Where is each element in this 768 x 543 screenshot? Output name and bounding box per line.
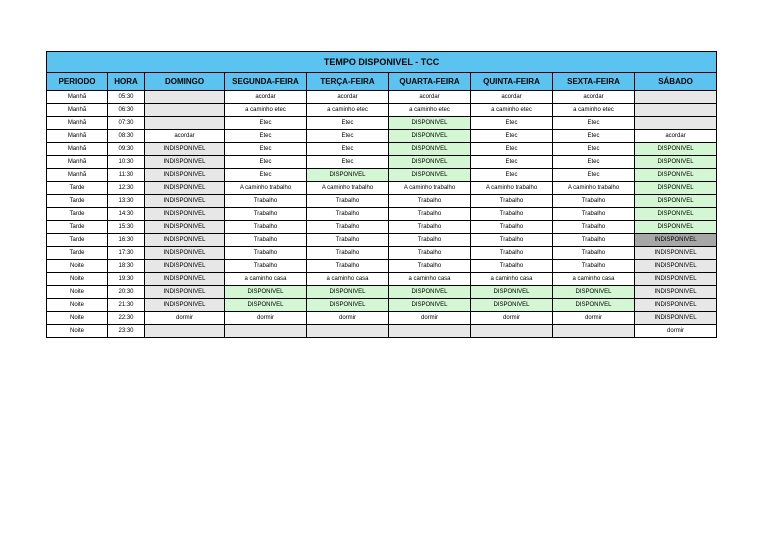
hour-cell: 19:30: [108, 273, 145, 286]
period-cell: Noite: [47, 325, 108, 338]
thursday-cell: [471, 325, 553, 338]
sunday-cell: INDISPONIVEL: [145, 182, 225, 195]
monday-cell: Trabalho: [225, 260, 307, 273]
friday-cell: Trabalho: [553, 234, 635, 247]
friday-cell: a caminho casa: [553, 273, 635, 286]
tuesday-cell: dormir: [307, 312, 389, 325]
hour-cell: 05:30: [108, 91, 145, 104]
sunday-cell: INDISPONIVEL: [145, 143, 225, 156]
friday-cell: Trabalho: [553, 260, 635, 273]
schedule-table: [46, 51, 717, 338]
saturday-cell: [635, 91, 717, 104]
tuesday-cell: DISPONIVEL: [307, 169, 389, 182]
table-row: [47, 195, 717, 208]
thursday-cell: Etec: [471, 169, 553, 182]
sunday-cell: INDISPONIVEL: [145, 247, 225, 260]
period-cell: Noite: [47, 286, 108, 299]
sunday-cell: [145, 117, 225, 130]
monday-cell: Etec: [225, 130, 307, 143]
tuesday-cell: Trabalho: [307, 260, 389, 273]
table-row: [47, 221, 717, 234]
period-header: PERIODO: [47, 73, 108, 91]
friday-cell: [553, 325, 635, 338]
hour-cell: 13:30: [108, 195, 145, 208]
sunday-cell: [145, 91, 225, 104]
friday-cell: Trabalho: [553, 208, 635, 221]
wednesday-cell: dormir: [389, 312, 471, 325]
table-row: [47, 143, 717, 156]
sunday-cell: acordar: [145, 130, 225, 143]
friday-cell: DISPONIVEL: [553, 286, 635, 299]
sunday-cell: INDISPONIVEL: [145, 156, 225, 169]
thursday-cell: A caminho trabalho: [471, 182, 553, 195]
tuesday-cell: DISPONIVEL: [307, 286, 389, 299]
monday-cell: acordar: [225, 91, 307, 104]
monday-cell: Etec: [225, 117, 307, 130]
table-row: [47, 234, 717, 247]
saturday-cell: dormir: [635, 325, 717, 338]
wednesday-cell: Trabalho: [389, 195, 471, 208]
period-cell: Tarde: [47, 182, 108, 195]
table-row: [47, 91, 717, 104]
wednesday-cell: a caminho casa: [389, 273, 471, 286]
hour-cell: 10:30: [108, 156, 145, 169]
hour-cell: 08:30: [108, 130, 145, 143]
sunday-cell: INDISPONIVEL: [145, 299, 225, 312]
sunday-cell: dormir: [145, 312, 225, 325]
monday-cell: [225, 325, 307, 338]
friday-cell: Etec: [553, 156, 635, 169]
thursday-header: QUINTA-FEIRA: [471, 73, 553, 91]
tuesday-cell: Trabalho: [307, 195, 389, 208]
wednesday-cell: Trabalho: [389, 260, 471, 273]
thursday-cell: Trabalho: [471, 260, 553, 273]
friday-cell: Trabalho: [553, 195, 635, 208]
thursday-cell: DISPONIVEL: [471, 286, 553, 299]
monday-cell: Trabalho: [225, 208, 307, 221]
title-row: [47, 52, 717, 73]
period-cell: Noite: [47, 260, 108, 273]
monday-cell: dormir: [225, 312, 307, 325]
tuesday-cell: Trabalho: [307, 208, 389, 221]
tuesday-cell: Etec: [307, 143, 389, 156]
monday-cell: Etec: [225, 156, 307, 169]
hour-cell: 07:30: [108, 117, 145, 130]
tuesday-cell: Etec: [307, 117, 389, 130]
sunday-cell: INDISPONIVEL: [145, 260, 225, 273]
table-row: [47, 130, 717, 143]
thursday-cell: Etec: [471, 117, 553, 130]
period-cell: Tarde: [47, 234, 108, 247]
table-row: [47, 169, 717, 182]
wednesday-cell: DISPONIVEL: [389, 130, 471, 143]
friday-cell: dormir: [553, 312, 635, 325]
tuesday-cell: [307, 325, 389, 338]
saturday-cell: DISPONIVEL: [635, 169, 717, 182]
sunday-cell: INDISPONIVEL: [145, 221, 225, 234]
saturday-cell: INDISPONIVEL: [635, 312, 717, 325]
sunday-cell: [145, 325, 225, 338]
tuesday-cell: Trabalho: [307, 221, 389, 234]
friday-cell: Etec: [553, 169, 635, 182]
saturday-cell: DISPONIVEL: [635, 221, 717, 234]
wednesday-cell: [389, 325, 471, 338]
saturday-cell: [635, 117, 717, 130]
wednesday-cell: Trabalho: [389, 234, 471, 247]
table-row: [47, 208, 717, 221]
friday-cell: acordar: [553, 91, 635, 104]
period-cell: Manhã: [47, 91, 108, 104]
friday-cell: A caminho trabalho: [553, 182, 635, 195]
period-cell: Manhã: [47, 130, 108, 143]
table-title: TEMPO DISPONIVEL - TCC: [47, 52, 717, 73]
saturday-cell: DISPONIVEL: [635, 208, 717, 221]
table-row: [47, 182, 717, 195]
friday-cell: Etec: [553, 117, 635, 130]
wednesday-cell: DISPONIVEL: [389, 117, 471, 130]
saturday-cell: DISPONIVEL: [635, 195, 717, 208]
tuesday-cell: Trabalho: [307, 247, 389, 260]
period-cell: Tarde: [47, 208, 108, 221]
friday-cell: Etec: [553, 143, 635, 156]
saturday-header: SÁBADO: [635, 73, 717, 91]
thursday-cell: Trabalho: [471, 234, 553, 247]
monday-cell: A caminho trabalho: [225, 182, 307, 195]
saturday-cell: acordar: [635, 130, 717, 143]
tuesday-cell: acordar: [307, 91, 389, 104]
hour-cell: 09:30: [108, 143, 145, 156]
period-cell: Noite: [47, 299, 108, 312]
tuesday-cell: Etec: [307, 156, 389, 169]
tuesday-cell: Trabalho: [307, 234, 389, 247]
monday-header: SEGUNDA-FEIRA: [225, 73, 307, 91]
tuesday-cell: DISPONIVEL: [307, 299, 389, 312]
table-row: [47, 104, 717, 117]
saturday-cell: INDISPONIVEL: [635, 234, 717, 247]
hour-cell: 22:30: [108, 312, 145, 325]
wednesday-cell: DISPONIVEL: [389, 169, 471, 182]
wednesday-cell: DISPONIVEL: [389, 143, 471, 156]
table-row: [47, 260, 717, 273]
friday-cell: Trabalho: [553, 247, 635, 260]
period-cell: Manhã: [47, 117, 108, 130]
thursday-cell: Etec: [471, 130, 553, 143]
table-row: [47, 156, 717, 169]
period-cell: Tarde: [47, 221, 108, 234]
monday-cell: Trabalho: [225, 195, 307, 208]
period-cell: Tarde: [47, 247, 108, 260]
tuesday-header: TERÇA-FEIRA: [307, 73, 389, 91]
thursday-cell: Etec: [471, 143, 553, 156]
monday-cell: a caminho etec: [225, 104, 307, 117]
wednesday-cell: Trabalho: [389, 221, 471, 234]
hour-cell: 20:30: [108, 286, 145, 299]
header-row: [47, 73, 717, 91]
period-cell: Noite: [47, 273, 108, 286]
monday-cell: Trabalho: [225, 247, 307, 260]
table-row: [47, 312, 717, 325]
table-row: [47, 273, 717, 286]
monday-cell: a caminho casa: [225, 273, 307, 286]
hour-cell: 21:30: [108, 299, 145, 312]
thursday-cell: Trabalho: [471, 208, 553, 221]
monday-cell: Trabalho: [225, 221, 307, 234]
saturday-cell: INDISPONIVEL: [635, 273, 717, 286]
hour-cell: 17:30: [108, 247, 145, 260]
thursday-cell: DISPONIVEL: [471, 299, 553, 312]
period-cell: Tarde: [47, 195, 108, 208]
schedule-body: [47, 91, 717, 338]
tuesday-cell: Etec: [307, 130, 389, 143]
saturday-cell: INDISPONIVEL: [635, 299, 717, 312]
tuesday-cell: A caminho trabalho: [307, 182, 389, 195]
sunday-cell: INDISPONIVEL: [145, 208, 225, 221]
friday-cell: Etec: [553, 130, 635, 143]
sunday-cell: INDISPONIVEL: [145, 169, 225, 182]
thursday-cell: dormir: [471, 312, 553, 325]
table-row: [47, 247, 717, 260]
sunday-cell: INDISPONIVEL: [145, 286, 225, 299]
tuesday-cell: a caminho etec: [307, 104, 389, 117]
monday-cell: Trabalho: [225, 234, 307, 247]
wednesday-cell: Trabalho: [389, 208, 471, 221]
table-row: [47, 299, 717, 312]
hour-cell: 14:30: [108, 208, 145, 221]
friday-cell: Trabalho: [553, 221, 635, 234]
wednesday-cell: A caminho trabalho: [389, 182, 471, 195]
friday-header: SEXTA-FEIRA: [553, 73, 635, 91]
period-cell: Manhã: [47, 156, 108, 169]
monday-cell: Etec: [225, 169, 307, 182]
wednesday-cell: acordar: [389, 91, 471, 104]
saturday-cell: INDISPONIVEL: [635, 247, 717, 260]
wednesday-cell: DISPONIVEL: [389, 286, 471, 299]
sunday-cell: INDISPONIVEL: [145, 195, 225, 208]
saturday-cell: [635, 104, 717, 117]
thursday-cell: Trabalho: [471, 195, 553, 208]
sunday-header: DOMINGO: [145, 73, 225, 91]
table-row: [47, 286, 717, 299]
hour-header: HORA: [108, 73, 145, 91]
tuesday-cell: a caminho casa: [307, 273, 389, 286]
table-row: [47, 117, 717, 130]
table-row: [47, 325, 717, 338]
period-cell: Noite: [47, 312, 108, 325]
saturday-cell: DISPONIVEL: [635, 156, 717, 169]
wednesday-cell: DISPONIVEL: [389, 156, 471, 169]
friday-cell: DISPONIVEL: [553, 299, 635, 312]
hour-cell: 06:30: [108, 104, 145, 117]
thursday-cell: Trabalho: [471, 247, 553, 260]
monday-cell: Etec: [225, 143, 307, 156]
sunday-cell: INDISPONIVEL: [145, 234, 225, 247]
hour-cell: 23:30: [108, 325, 145, 338]
thursday-cell: Etec: [471, 156, 553, 169]
wednesday-cell: Trabalho: [389, 247, 471, 260]
wednesday-cell: a caminho etec: [389, 104, 471, 117]
saturday-cell: DISPONIVEL: [635, 182, 717, 195]
period-cell: Manhã: [47, 143, 108, 156]
hour-cell: 18:30: [108, 260, 145, 273]
wednesday-cell: DISPONIVEL: [389, 299, 471, 312]
hour-cell: 15:30: [108, 221, 145, 234]
monday-cell: DISPONIVEL: [225, 286, 307, 299]
saturday-cell: INDISPONIVEL: [635, 286, 717, 299]
thursday-cell: acordar: [471, 91, 553, 104]
period-cell: Manhã: [47, 104, 108, 117]
friday-cell: a caminho etec: [553, 104, 635, 117]
thursday-cell: Trabalho: [471, 221, 553, 234]
monday-cell: DISPONIVEL: [225, 299, 307, 312]
wednesday-header: QUARTA-FEIRA: [389, 73, 471, 91]
sunday-cell: [145, 104, 225, 117]
thursday-cell: a caminho casa: [471, 273, 553, 286]
thursday-cell: a caminho etec: [471, 104, 553, 117]
sunday-cell: INDISPONIVEL: [145, 273, 225, 286]
saturday-cell: DISPONIVEL: [635, 143, 717, 156]
period-cell: Manhã: [47, 169, 108, 182]
hour-cell: 16:30: [108, 234, 145, 247]
saturday-cell: INDISPONIVEL: [635, 260, 717, 273]
hour-cell: 12:30: [108, 182, 145, 195]
hour-cell: 11:30: [108, 169, 145, 182]
